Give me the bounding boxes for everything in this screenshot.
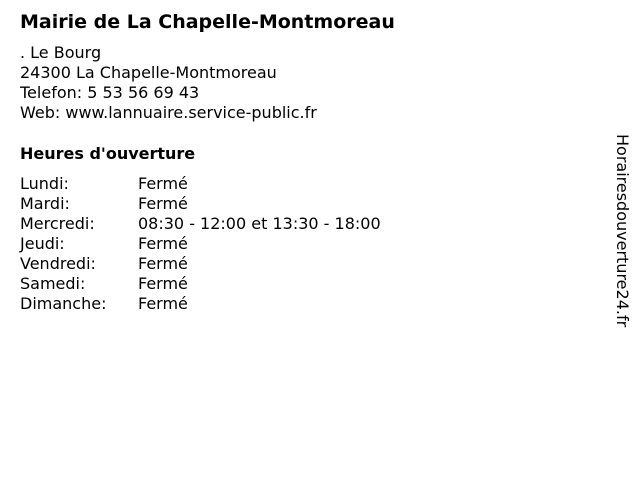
hours-heading: Heures d'ouverture: [20, 144, 196, 163]
hours-row-saturday: [20, 274, 381, 294]
hours-value: Fermé: [138, 234, 188, 253]
hours-row-monday: [20, 174, 381, 194]
website: Web: www.lannuaire.service-public.fr: [20, 103, 317, 122]
day-label: Samedi:: [20, 274, 86, 293]
hours-row-wednesday: [20, 214, 381, 234]
hours-value: Fermé: [138, 174, 188, 193]
site-watermark: Horairesdouverture24.fr: [613, 134, 632, 328]
hours-row-tuesday: [20, 194, 381, 214]
address-block: [20, 43, 317, 123]
hours-row-thursday: [20, 234, 381, 254]
address-city: 24300 La Chapelle-Montmoreau: [20, 63, 277, 82]
hours-value: 08:30 - 12:00 et 13:30 - 18:00: [138, 214, 381, 233]
day-label: Lundi:: [20, 174, 69, 193]
hours-row-sunday: [20, 294, 381, 314]
hours-value: Fermé: [138, 194, 188, 213]
page-title: Mairie de La Chapelle-Montmoreau: [20, 11, 395, 33]
day-label: Dimanche:: [20, 294, 107, 313]
day-label: Jeudi:: [20, 234, 65, 253]
address-street: . Le Bourg: [20, 43, 102, 62]
hours-value: Fermé: [138, 254, 188, 273]
hours-value: Fermé: [138, 294, 188, 313]
day-label: Vendredi:: [20, 254, 96, 273]
day-label: Mercredi:: [20, 214, 95, 233]
day-label: Mardi:: [20, 194, 70, 213]
hours-table: [20, 174, 381, 314]
phone-number: Telefon: 5 53 56 69 43: [20, 83, 200, 102]
hours-value: Fermé: [138, 274, 188, 293]
hours-row-friday: [20, 254, 381, 274]
